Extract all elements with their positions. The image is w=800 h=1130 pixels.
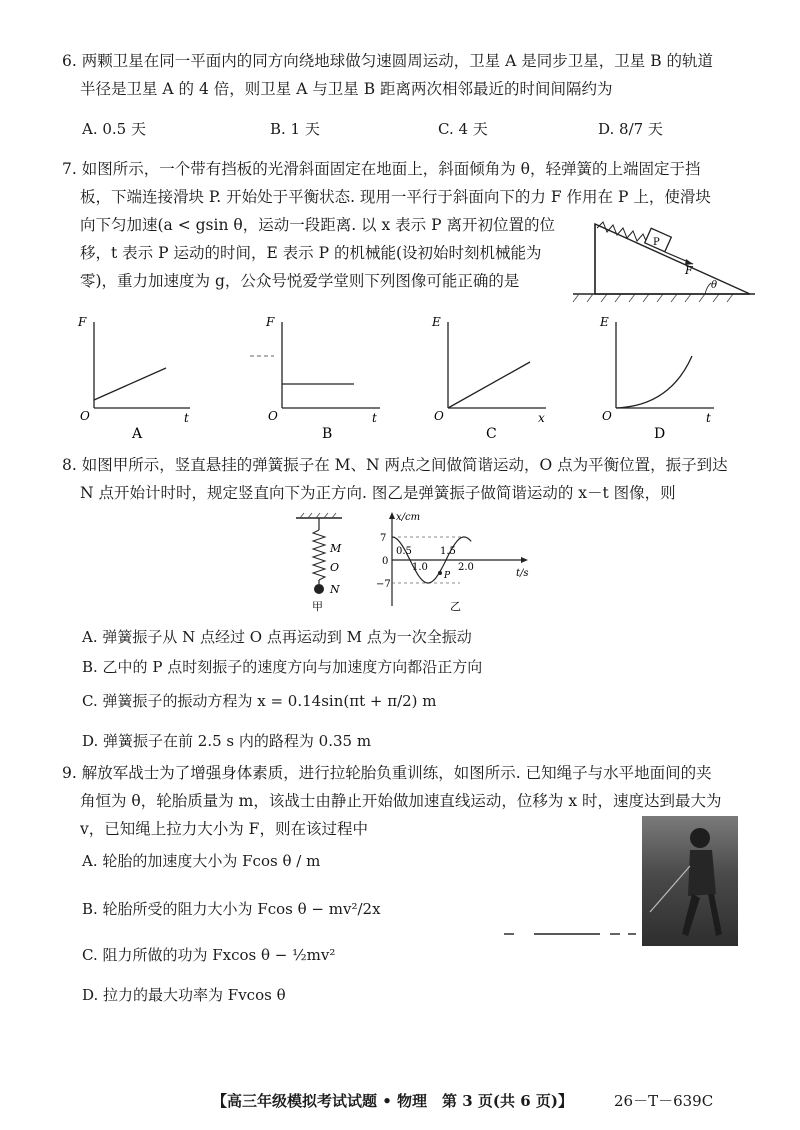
q7-graph-c-caption: C [486, 426, 497, 442]
q6-stem-line1: 6. 两颗卫星在同一平面内的同方向绕地球做匀速圆周运动，卫星 A 是同步卫星，卫星 B 的轨道 [62, 52, 714, 70]
q6-option-b: B. 1 天 [270, 120, 320, 138]
q9-stem-line2: 角恒为 θ，轮胎质量为 m，该战士由静止开始做加速直线运动，位移为 x 时，速度达到最大为 [80, 792, 722, 810]
q6-option-c: C. 4 天 [438, 120, 488, 138]
q8-option-b: B. 乙中的 P 点时刻振子的速度方向与加速度方向都沿正方向 [82, 658, 483, 676]
q7-graph-b-ylabel: F [266, 315, 275, 329]
q7-graph-b-xlabel: t [372, 411, 377, 425]
q7-stem-line1: 7. 如图所示，一个带有挡板的光滑斜面固定在地面上，斜面倾角为 θ，轻弹簧的上端固定于挡 [62, 160, 701, 178]
q9-option-c: C. 阻力所做的功为 Fxcos θ − ½mv² [82, 946, 336, 964]
q8-stem-line2: N 点开始计时时，规定竖直向下为正方向. 图乙是弹簧振子做简谐运动的 x－t 图像，则 [80, 484, 676, 502]
q7-graph-b-caption: B [322, 426, 333, 442]
q6-stem-line2: 半径是卫星 A 的 4 倍，则卫星 A 与卫星 B 距离两次相邻最近的时间间隔约为 [80, 80, 613, 98]
q8-chart-y-pos: 7 [380, 533, 387, 544]
q8-spring-caption: 甲 [312, 600, 323, 613]
q7-graph-a [77, 315, 190, 442]
q8-spring-figure [288, 512, 358, 614]
q7-stem-line2: 板，下端连接滑块 P. 开始处于平衡状态. 现用一平行于斜面向下的力 F 作用在 P 上，使滑块 [80, 188, 711, 206]
q9-option-a: A. 轮胎的加速度大小为 Fcos θ / m [82, 852, 321, 870]
q9-option-d: D. 拉力的最大功率为 Fvcos θ [82, 986, 286, 1004]
q7-graph-c-xlabel: x [538, 411, 545, 425]
q7-graph-c-origin: O [434, 409, 444, 423]
q7-graph-a-origin: O [80, 409, 90, 423]
q9-stem-line3: v，已知绳上拉力大小为 F，则在该过程中 [80, 820, 368, 838]
q8-chart-t4: 2.0 [458, 562, 474, 573]
q9-ground-rope [500, 928, 640, 940]
q8-chart-t3: 1.5 [440, 546, 456, 557]
q8-option-d: D. 弹簧振子在前 2.5 s 内的路程为 0.35 m [82, 732, 372, 750]
q6-option-a: A. 0.5 天 [82, 120, 146, 138]
q9-option-b: B. 轮胎所受的阻力大小为 Fcos θ − mv²/2x [82, 900, 381, 918]
q7-graph-b-origin: O [268, 409, 278, 423]
q9-stem-line1: 9. 解放军战士为了增强身体素质，进行拉轮胎负重训练，如图所示. 已知绳子与水平地面间的夹 [62, 764, 712, 782]
q8-chart-caption: 乙 [450, 600, 461, 613]
exam-code: 26－T－639C [614, 1092, 714, 1110]
q7-graphs [70, 312, 750, 442]
q7-stem-line5: 零)，重力加速度为 g，公众号悦爱学堂则下列图像可能正确的是 [80, 272, 520, 290]
q7-figure-block-label: P [653, 237, 660, 248]
q8-spring-label-o: O [330, 561, 340, 574]
q8-chart-y-neg: −7 [376, 579, 391, 590]
q7-graph-c-ylabel: E [432, 315, 441, 329]
q8-stem-line1: 8. 如图甲所示，竖直悬挂的弹簧振子在 M、N 两点之间做简谐运动，O 点为平衡位置，振子到达 [62, 456, 728, 474]
q7-graph-a-xlabel: t [184, 411, 189, 425]
q8-chart-ylabel: x/cm [396, 512, 421, 523]
q7-graph-c [431, 315, 546, 442]
q8-spring-label-n: N [330, 583, 340, 596]
q8-chart-xlabel: t/s [516, 568, 529, 579]
q7-incline-figure [565, 210, 765, 315]
q8-option-c: C. 弹簧振子的振动方程为 x = 0.14sin(πt + π/2) m [82, 692, 437, 710]
q8-chart-point-label: P [444, 571, 451, 581]
q8-xt-chart [368, 510, 540, 614]
q8-option-a: A. 弹簧振子从 N 点经过 O 点再运动到 M 点为一次全振动 [82, 628, 472, 646]
q7-graph-d [599, 315, 714, 442]
q7-graph-d-ylabel: E [600, 315, 609, 329]
q7-stem-line3: 向下匀加速(a < gsin θ，运动一段距离. 以 x 表示 P 离开初位置的位 [80, 216, 555, 234]
q8-chart-t1: 0.5 [396, 546, 412, 557]
q8-chart-t2: 1.0 [412, 562, 428, 573]
page-footer: 【高三年级模拟考试试题 • 物理 第 3 页(共 6 页)】 [212, 1092, 573, 1110]
q7-graph-d-xlabel: t [706, 411, 711, 425]
q7-graph-b [250, 315, 380, 442]
q8-spring-label-m: M [330, 542, 342, 555]
q7-graph-a-caption: A [132, 426, 143, 442]
q7-stem-line4: 移，t 表示 P 运动的时间，E 表示 P 的机械能(设初始时刻机械能为 [80, 244, 542, 262]
q6-option-d: D. 8/7 天 [598, 120, 663, 138]
soldier-tire-photo [642, 816, 738, 946]
q7-graph-d-origin: O [602, 409, 612, 423]
q7-graph-a-ylabel: F [78, 315, 87, 329]
q7-graph-d-caption: D [654, 426, 666, 442]
q7-figure-angle-label: θ [711, 280, 718, 291]
q7-figure-force-label: F [685, 264, 693, 277]
q8-chart-zero: 0 [382, 556, 389, 567]
